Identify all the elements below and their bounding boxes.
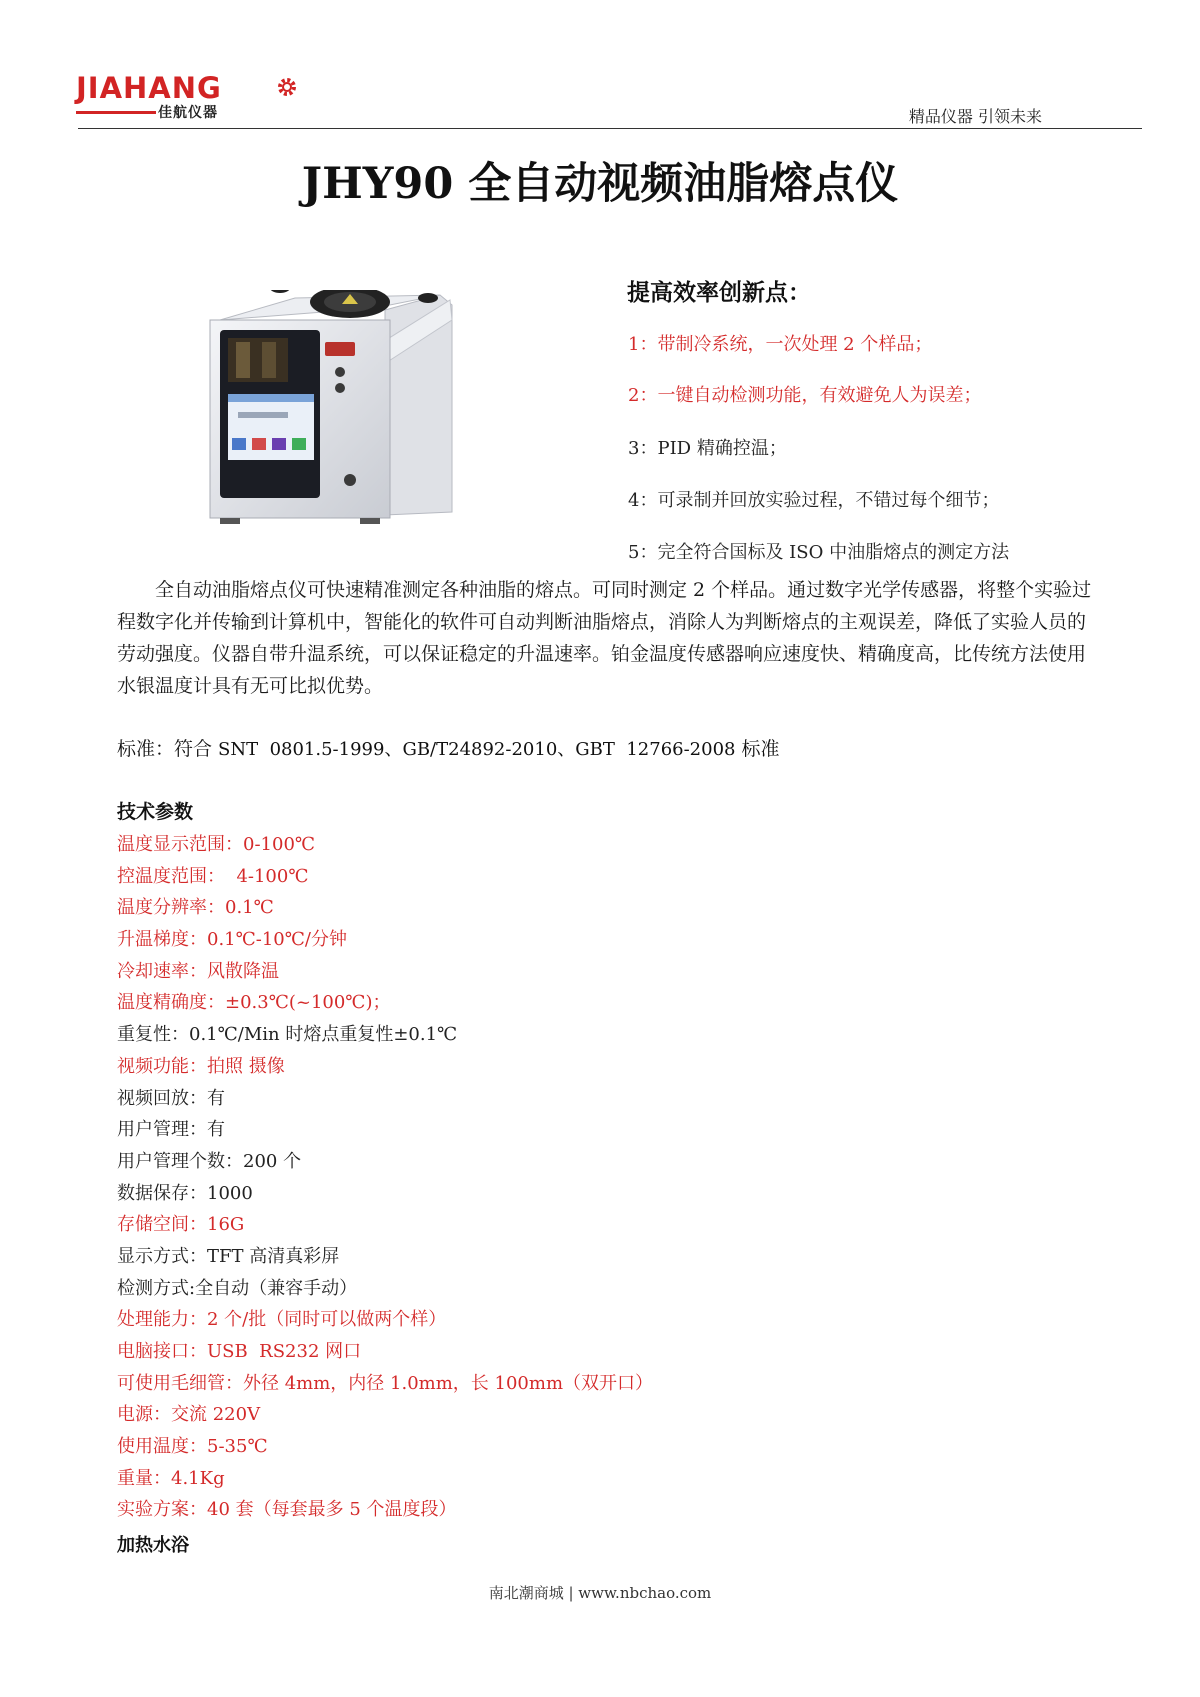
feature-item: 5：完全符合国标及 ISO 中油脂熔点的测定方法	[628, 542, 1010, 563]
feature-item: 4：可录制并回放实验过程，不错过每个细节；	[628, 490, 1000, 511]
standard-codes: SNT 0801.5-1999、GB/T24892-2010、GBT 12766-2008	[218, 739, 736, 760]
spec-item: 控温度范围： 4-100℃	[117, 865, 309, 887]
header-slogan: 精品仪器 引领未来	[908, 107, 1042, 126]
spec-item: 可使用毛细管：外径 4mm，内径 1.0mm，长 100mm（双开口）	[117, 1372, 654, 1394]
spec-item: 重量：4.1Kg	[117, 1467, 225, 1489]
company-logo	[76, 72, 246, 122]
spec-item: 温度精确度：±0.3℃(~100℃)；	[117, 992, 391, 1014]
spec-item: 用户管理个数：200 个	[117, 1150, 302, 1172]
spec-item: 数据保存：1000	[117, 1182, 253, 1204]
spec-item: 温度分辨率：0.1℃	[117, 897, 274, 919]
spec-item: 升温梯度：0.1℃-10℃/分钟	[117, 929, 347, 951]
page-footer: 南北潮商城 | www.nbchao.com	[488, 1584, 712, 1602]
spec-item: 温度显示范围：0-100℃	[117, 834, 316, 855]
feature-item: 2：一键自动检测功能，有效避免人为误差；	[628, 385, 982, 406]
header-divider	[78, 128, 1142, 129]
specs-heading: 技术参数	[117, 801, 194, 823]
standard-prefix: 标准：符合	[117, 738, 219, 760]
spec-item: 处理能力：2 个/批（同时可以做两个样）	[117, 1309, 447, 1331]
product-image	[200, 290, 500, 550]
specs-list	[117, 829, 653, 1526]
standard-line	[117, 734, 780, 761]
specs-tail: 加热水浴	[117, 1535, 189, 1556]
spec-item: 冷却速率：风散降温	[117, 960, 279, 982]
intro-paragraph: 全自动油脂熔点仪可快速精准测定各种油脂的熔点。可同时测定 2 个样品。通过数字光学传感器，将整个实验过程数字化并传输到计算机中，智能化的软件可自动判断油脂熔点，消除人为判断熔点的主观误差，降低了实验人员的劳动强度。仪器自带升温系统，可以保证稳定的升温速率。铂金温度传感器响应速度快、精确度高，比传统方法使用水银温度计具有无可比拟优势。	[117, 579, 1092, 697]
spec-item: 电脑接口：USB RS232 网口	[117, 1341, 362, 1362]
spec-item: 显示方式：TFT 高清真彩屏	[117, 1245, 340, 1267]
logo-subtitle: 佳航仪器	[158, 105, 218, 121]
features-heading: 提高效率创新点：	[627, 280, 811, 306]
feature-item: 1：带制冷系统，一次处理 2 个样品；	[628, 334, 933, 355]
logo-wordmark: JIAHANG	[76, 71, 222, 105]
logo-underline	[76, 111, 156, 114]
spec-item: 用户管理：有	[117, 1119, 225, 1141]
standard-suffix: 标准	[735, 738, 780, 760]
spec-item: 视频功能：拍照 摄像	[117, 1055, 285, 1077]
page-title: JHY90 全自动视频油脂熔点仪	[301, 159, 899, 209]
spec-item: 检测方式:全自动（兼容手动）	[117, 1277, 358, 1299]
spec-item: 视频回放：有	[117, 1087, 225, 1109]
spec-item: 电源：交流 220V	[117, 1404, 261, 1426]
spec-item: 使用温度：5-35℃	[117, 1436, 268, 1458]
gear-icon	[276, 76, 298, 98]
spec-item: 实验方案：40 套（每套最多 5 个温度段）	[117, 1499, 457, 1521]
spec-item: 存储空间：16G	[117, 1214, 245, 1236]
feature-item: 3：PID 精确控温；	[628, 438, 787, 459]
spec-item: 重复性：0.1℃/Min 时熔点重复性±0.1℃	[117, 1024, 458, 1046]
